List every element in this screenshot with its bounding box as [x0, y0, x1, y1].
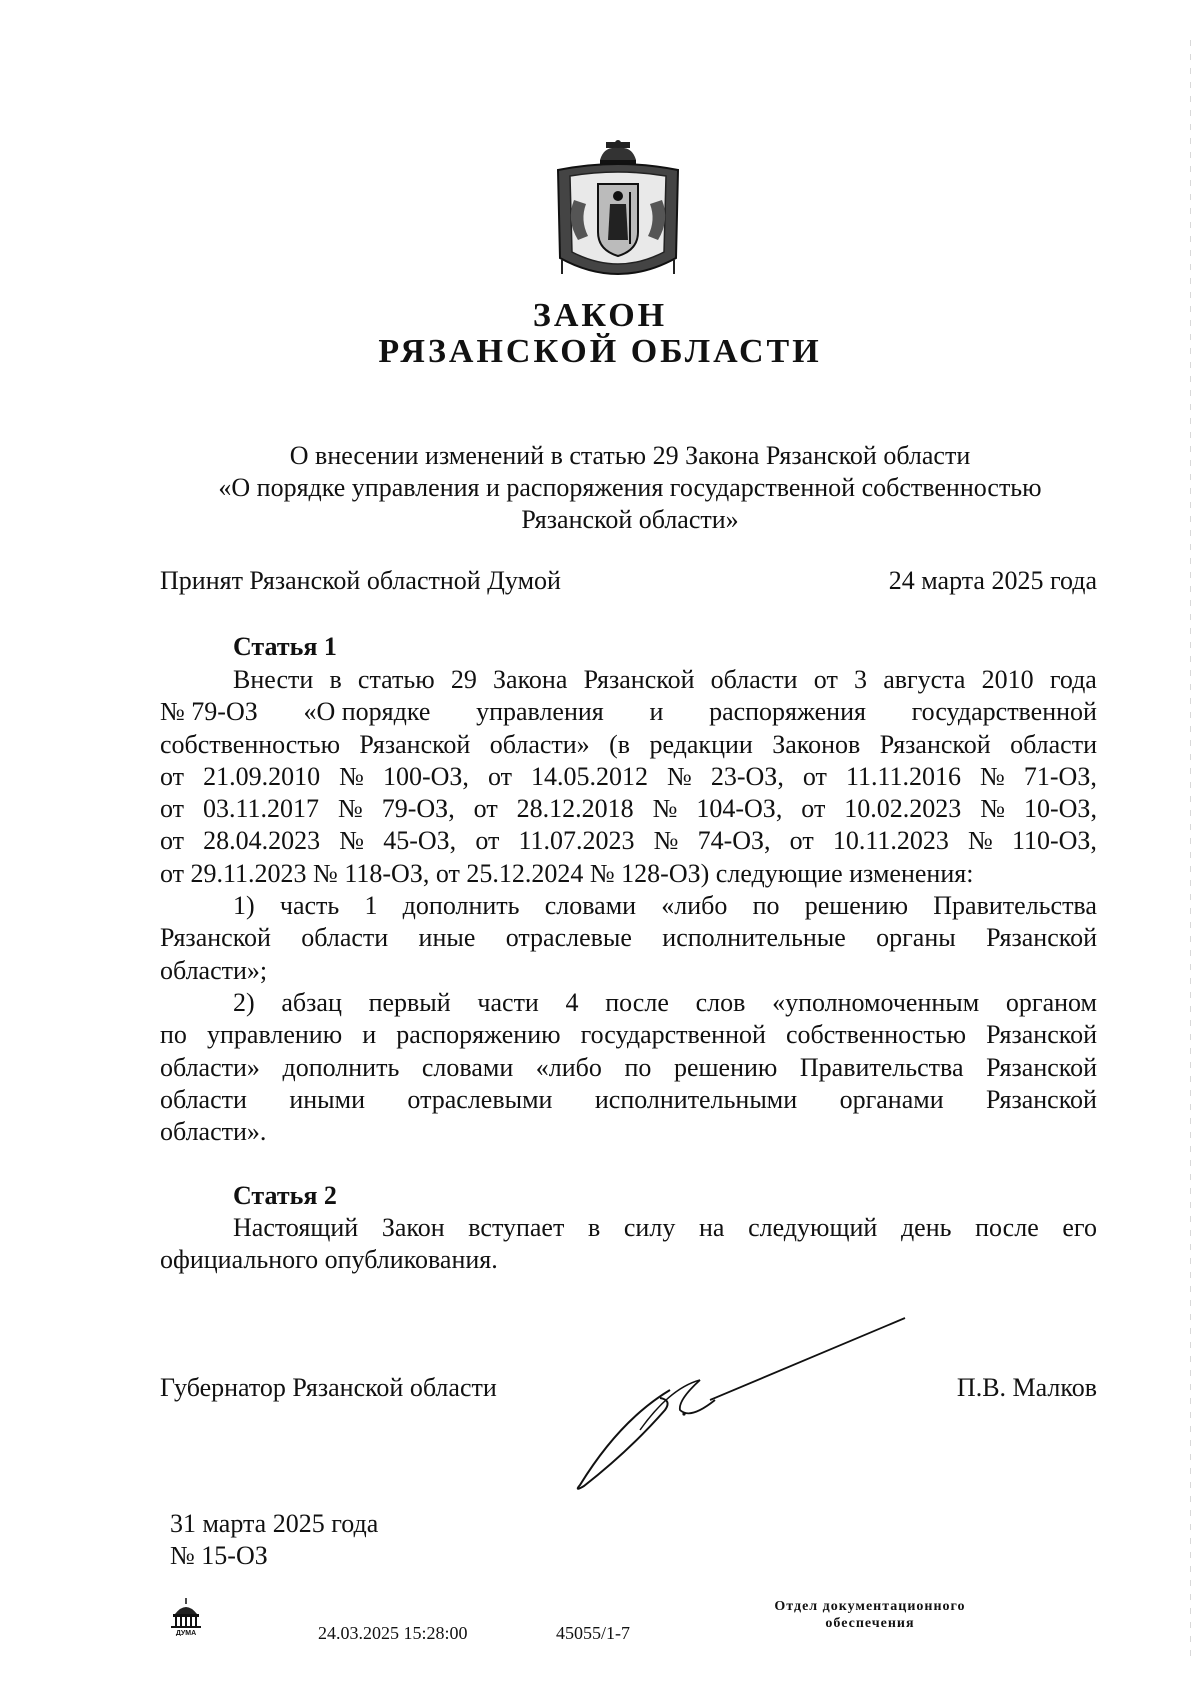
text-word: государственной: [911, 697, 1097, 727]
article-2-text: [160, 1212, 1097, 1277]
adopted-date: 24 марта 2025 года: [888, 566, 1097, 595]
adoption-row: [160, 565, 1097, 597]
text-word: день: [900, 1213, 952, 1242]
registration-timestamp: 24.03.2025 15:28:00: [318, 1623, 468, 1643]
text-word: 11.07.2023: [518, 826, 635, 856]
text-word: от: [160, 826, 185, 856]
text-word: «либо: [535, 1052, 602, 1082]
text-word: 4: [565, 987, 579, 1017]
justified-line: [160, 664, 1097, 696]
text-word: области: [1010, 729, 1097, 759]
text-word: 03.11.2017: [202, 794, 320, 824]
text-word: по: [160, 1020, 187, 1050]
subject-line: Рязанской области»: [521, 505, 739, 534]
text-word: абзац: [281, 987, 342, 1017]
text-word: 100-ОЗ,: [382, 761, 469, 791]
subject-line: «О порядке управления и распоряжения государственной собственностью: [218, 473, 1042, 502]
issue-date: 31 марта 2025 года: [170, 1509, 379, 1538]
text-word: словами: [421, 1052, 514, 1082]
text-word: области: [710, 665, 798, 694]
justified-line: [160, 1212, 1097, 1244]
text-word: 1): [233, 891, 255, 921]
text-word: Правительства: [799, 1052, 964, 1082]
text-word: часть: [279, 891, 340, 921]
text-word: 14.05.2012: [531, 761, 648, 791]
text-word: 45-ОЗ,: [383, 826, 457, 856]
law-region: РЯЗАНСКОЙ ОБЛАСТИ: [378, 333, 822, 370]
text-word: 10-ОЗ,: [1024, 794, 1097, 824]
text-word: органами: [839, 1084, 944, 1114]
text-word: 3: [854, 665, 867, 694]
text-word: №: [968, 826, 993, 856]
text-word: по: [624, 1052, 652, 1082]
text-word: Рязанской: [160, 923, 271, 953]
text-word: 104-ОЗ,: [696, 794, 783, 824]
text-word: Правительства: [933, 891, 1097, 921]
duma-logo-label: ДУМА: [175, 1630, 197, 1636]
text-word: от: [473, 794, 498, 824]
text-word: Закона: [493, 665, 568, 694]
text-word: распоряжения: [709, 697, 866, 727]
text-word: 10.02.2023: [844, 794, 962, 824]
text-word: дополнить: [402, 891, 520, 921]
text-word: на: [698, 1213, 725, 1242]
text-word: в: [329, 665, 342, 694]
text-word: его: [1062, 1213, 1097, 1242]
article-1-title: Статья 1: [233, 632, 337, 661]
duma-building-icon: [165, 1596, 207, 1636]
issue-block: [170, 1508, 378, 1572]
text-word: после: [975, 1213, 1039, 1242]
text-word: отраслевые: [505, 923, 632, 953]
text-word: Рязанской: [359, 729, 471, 759]
law-subject: [160, 440, 1100, 536]
department-stamp: [720, 1598, 1020, 1632]
text-word: от: [160, 794, 185, 824]
registration-number: 45055/1-7: [556, 1623, 630, 1643]
text-word: 28.12.2018: [516, 794, 634, 824]
text-word: от: [801, 794, 826, 824]
justified-line: [160, 922, 1097, 954]
text-word: 10.11.2023: [832, 826, 949, 856]
text-word: (в: [609, 729, 631, 759]
text-word: иные: [418, 923, 476, 953]
text-word: №: [339, 761, 364, 791]
text-word: статью: [357, 665, 435, 694]
text-word: словами: [544, 891, 637, 921]
text-word: от: [475, 826, 500, 856]
text-word: области»: [489, 729, 590, 759]
text-word: решению: [673, 1052, 778, 1082]
text-word: области»: [160, 1052, 260, 1082]
text-word: №: [653, 826, 679, 856]
text-word: Рязанской: [986, 1084, 1097, 1114]
text-word: Рязанской: [879, 729, 991, 759]
text-word: области: [301, 923, 389, 953]
text-line: области»;: [160, 955, 268, 985]
text-word: 71-ОЗ,: [1023, 761, 1097, 791]
text-word: «уполномоченным: [772, 987, 980, 1017]
department-line: обеспечения: [825, 1616, 915, 1631]
text-word: по: [752, 891, 780, 921]
text-word: от: [487, 761, 512, 791]
text-word: 11.11.2016: [845, 761, 962, 791]
text-word: иными: [289, 1084, 365, 1114]
text-word: 29: [450, 665, 477, 694]
department-line: Отдел документационного: [774, 1599, 966, 1614]
text-word: №: [980, 761, 1005, 791]
text-word: №: [337, 794, 363, 824]
justified-line: [160, 729, 1097, 761]
law-title: ЗАКОН: [532, 297, 668, 334]
text-word: 28.04.2023: [203, 826, 321, 856]
text-word: 2): [233, 987, 255, 1017]
handwritten-signature-icon: [560, 1310, 920, 1495]
text-word: следующий: [748, 1213, 878, 1242]
text-word: 21.09.2010: [203, 761, 321, 791]
text-line: области».: [160, 1117, 267, 1147]
article-2-title: Статья 2: [233, 1181, 337, 1210]
text-word: распоряжению: [396, 1020, 561, 1050]
issue-number: № 15-ОЗ: [170, 1541, 268, 1570]
text-word: Рязанской: [986, 1020, 1097, 1050]
text-word: государственной: [580, 1020, 766, 1050]
text-word: № 79-ОЗ: [160, 697, 258, 727]
text-word: Рязанской: [986, 1052, 1097, 1082]
text-word: 74-ОЗ,: [697, 826, 771, 856]
justified-line: [160, 696, 1097, 728]
text-word: августа: [883, 665, 966, 694]
text-word: органы: [876, 923, 956, 953]
text-word: №: [652, 794, 678, 824]
text-word: собственностью: [160, 729, 340, 759]
text-word: части: [477, 987, 539, 1017]
coat-of-arms-icon: [548, 140, 688, 290]
text-word: 79-ОЗ,: [381, 794, 455, 824]
text-word: №: [667, 761, 692, 791]
text-word: первый: [368, 987, 451, 1017]
text-word: и: [362, 1020, 377, 1050]
text-word: вступает: [468, 1213, 565, 1242]
text-word: 2010: [981, 665, 1034, 694]
text-word: и: [649, 697, 664, 727]
text-word: Законов: [772, 729, 861, 759]
justified-line: [160, 1084, 1097, 1116]
text-word: органом: [1005, 987, 1097, 1017]
text-word: «либо: [661, 891, 728, 921]
text-word: силу: [623, 1213, 676, 1242]
text-word: от: [813, 665, 838, 694]
justified-line: [160, 1019, 1097, 1051]
text-word: 23-ОЗ,: [710, 761, 784, 791]
text-word: в: [587, 1213, 601, 1242]
text-word: собственностью: [786, 1020, 966, 1050]
justified-line: [160, 793, 1097, 825]
text-word: Закон: [381, 1213, 445, 1242]
subject-line: О внесении изменений в статью 29 Закона Рязанской области: [289, 441, 971, 470]
text-word: дополнить: [282, 1052, 400, 1082]
text-word: управления: [476, 697, 604, 727]
text-word: исполнительными: [594, 1084, 798, 1114]
text-word: 1: [364, 891, 378, 921]
text-word: №: [339, 826, 365, 856]
text-word: исполнительные: [662, 923, 846, 953]
text-word: управлению: [206, 1020, 343, 1050]
text-line: официального опубликования.: [160, 1245, 498, 1275]
adopted-by: Принят Рязанской областной Думой: [160, 566, 561, 595]
text-line: от 29.11.2023 № 118-ОЗ, от 25.12.2024 № 128-ОЗ) следующие изменения:: [160, 858, 974, 888]
text-word: года: [1049, 665, 1097, 694]
justified-line: [160, 825, 1097, 857]
text-word: Внести: [233, 665, 314, 694]
justified-line: [160, 890, 1097, 922]
text-word: №: [980, 794, 1006, 824]
signatory-position: Губернатор Рязанской области: [160, 1373, 497, 1402]
text-word: решению: [804, 891, 909, 921]
text-word: отраслевыми: [407, 1084, 553, 1114]
text-word: Рязанской: [986, 923, 1097, 953]
signatory-name: П.В. Малков: [956, 1373, 1097, 1402]
scan-margin-line: [1190, 40, 1191, 1660]
text-word: от: [160, 761, 185, 791]
text-word: после: [605, 987, 669, 1017]
justified-line: [160, 761, 1097, 793]
article-1-text: [160, 664, 1097, 1148]
justified-line: [160, 987, 1097, 1019]
justified-line: [160, 1052, 1097, 1084]
text-word: Рязанской: [583, 665, 695, 694]
text-word: от: [802, 761, 827, 791]
text-word: «О порядке: [303, 697, 431, 727]
text-word: 110-ОЗ,: [1011, 826, 1097, 856]
text-word: от: [789, 826, 814, 856]
text-word: Настоящий: [233, 1213, 359, 1242]
text-word: области: [160, 1084, 247, 1114]
text-word: слов: [695, 987, 746, 1017]
text-word: редакции: [649, 729, 753, 759]
